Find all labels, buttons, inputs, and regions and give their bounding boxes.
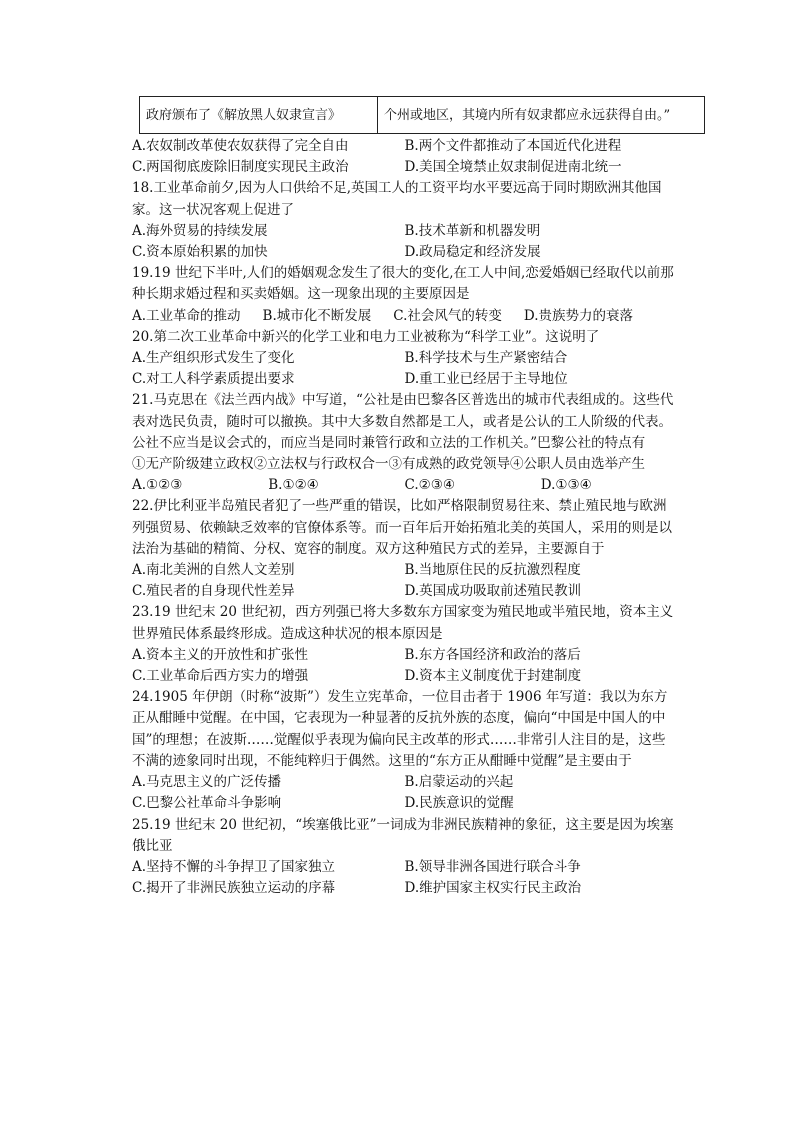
question-22 bbox=[132, 496, 677, 602]
option-d: D.维护国家主权实行民主政治 bbox=[404, 880, 582, 897]
question-17-options bbox=[132, 136, 677, 178]
option-c: C.两国彻底废除旧制度实现民主政治 bbox=[132, 159, 349, 176]
question-stem: 21.马克思在《法兰西内战》中写道，“公社是由巴黎各区普选出的城市代表组成的。这些代表对选民负责，随时可以撤换。其中大多数自然都是工人，或者是公认的工人阶级的代表。公社不应当是议会式的，而应当是同时兼管行政和立法的工作机关。”巴黎公社的特点有 bbox=[132, 392, 674, 451]
option-c: C.对工人科学素质提出要求 bbox=[132, 371, 295, 388]
option-a: A.生产组织形式发生了变化 bbox=[132, 350, 295, 367]
question-stem: 20.第二次工业革命中新兴的化学工业和电力工业被称为“科学工业”。这说明了 bbox=[132, 328, 600, 345]
option-d: D.英国成功吸取前述殖民教训 bbox=[404, 583, 582, 600]
question-25 bbox=[132, 815, 677, 900]
question-20 bbox=[132, 327, 677, 391]
question-23 bbox=[132, 602, 677, 687]
question-18 bbox=[132, 178, 677, 263]
question-24 bbox=[132, 687, 677, 814]
option-b: B.技术革新和机器发明 bbox=[404, 222, 541, 239]
question-items: ①无产阶级建立政权②立法权与行政权合一③有成熟的政党领导④公职人员由选举产生 bbox=[132, 456, 645, 473]
option-a: A.资本主义的开放性和扩张性 bbox=[132, 646, 309, 663]
question-stem: 19.19 世纪下半叶,人们的婚姻观念发生了很大的变化,在工人中间,恋爱婚姻已经取代以前那种长期求婚过程和买卖婚姻。这一现象出现的主要原因是 bbox=[132, 265, 674, 303]
option-c: C.社会风气的转变 bbox=[393, 307, 502, 324]
question-stem: 23.19 世纪末 20 世纪初，西方列强已将大多数东方国家变为殖民地或半殖民地，资本主义世界殖民体系最终形成。造成这种状况的根本原因是 bbox=[132, 604, 674, 642]
option-c: C.资本原始积累的加快 bbox=[132, 244, 268, 261]
quote-table bbox=[139, 96, 705, 134]
option-a: A.马克思主义的广泛传播 bbox=[132, 774, 282, 791]
option-c: C.巴黎公社革命斗争影响 bbox=[132, 795, 282, 812]
option-d: D.政局稳定和经济发展 bbox=[404, 244, 541, 261]
option-d: D.资本主义制度优于封建制度 bbox=[404, 668, 582, 685]
option-a: A.工业革命的推动 bbox=[132, 307, 241, 324]
option-b: B.①②④ bbox=[268, 477, 319, 494]
option-b: B.启蒙运动的兴起 bbox=[404, 774, 514, 791]
option-a: A.南北美洲的自然人文差别 bbox=[132, 562, 295, 579]
option-b: B.当地原住民的反抗激烈程度 bbox=[404, 562, 581, 579]
question-stem: 25.19 世纪末 20 世纪初，“埃塞俄比亚”一词成为非洲民族精神的象征，这主要是因为埃塞俄比亚 bbox=[132, 816, 674, 854]
option-d: D.贵族势力的衰落 bbox=[523, 307, 634, 324]
option-b: B.城市化不断发展 bbox=[262, 307, 372, 324]
table-cell-left: 政府颁布了《解放黑人奴隶宣言》 bbox=[140, 97, 378, 133]
option-a: A.农奴制改革使农奴获得了完全自由 bbox=[132, 138, 349, 154]
option-c: C.殖民者的自身现代性差异 bbox=[132, 583, 295, 600]
option-a: A.海外贸易的持续发展 bbox=[132, 222, 268, 239]
option-d: D.①③④ bbox=[540, 477, 592, 494]
option-d: D.美国全境禁止奴隶制促进南北统一 bbox=[404, 159, 622, 176]
option-b: B.科学技术与生产紧密结合 bbox=[404, 350, 568, 367]
question-list bbox=[132, 136, 677, 899]
option-d: D.重工业已经居于主导地位 bbox=[404, 371, 568, 388]
option-b: B.东方各国经济和政治的落后 bbox=[404, 646, 581, 663]
option-a: A.①②③ bbox=[132, 477, 183, 494]
option-b: B.领导非洲各国进行联合斗争 bbox=[404, 858, 581, 875]
option-c: C.工业革命后西方实力的增强 bbox=[132, 668, 309, 685]
question-19 bbox=[132, 263, 677, 327]
option-b: B.两个文件都推动了本国近代化进程 bbox=[404, 138, 622, 154]
option-c: C.②③④ bbox=[404, 477, 455, 494]
question-stem: 22.伊比利亚半岛殖民者犯了一些严重的错误，比如严格限制贸易往来、禁止殖民地与欧洲列强贸易、依赖缺乏效率的官僚体系等。而一百年后开始拓殖北美的英国人，采用的则是以法治为基础的精简、分权、宽容的制度。双方这种殖民方式的差异，主要源自于 bbox=[132, 498, 672, 557]
option-a: A.坚持不懈的斗争捍卫了国家独立 bbox=[132, 858, 336, 875]
question-stem: 18.工业革命前夕,因为人口供给不足,英国工人的工资平均水平要远高于同时期欧洲其他国家。这一状况客观上促进了 bbox=[132, 180, 662, 218]
option-d: D.民族意识的觉醒 bbox=[404, 795, 514, 812]
question-21 bbox=[132, 390, 677, 496]
question-stem: 24.1905 年伊朗（时称“波斯”）发生立宪革命，一位目击者于 1906 年写道：我以为东方正从酣睡中觉醒。在中国，它表现为一种显著的反抗外族的态度，偏向“中国是中国人的中国”的理想；在波斯……觉醒似乎表现为偏向民主改革的形式……非常引人注目的是，这些不满的迹象同时出现，不能纯粹归于偶然。这里的“东方正从酣睡中觉醒”是主要由于 bbox=[132, 689, 668, 769]
table-cell-right: 个州或地区，其境内所有奴隶都应永远获得自由。” bbox=[384, 108, 671, 123]
option-c: C.揭开了非洲民族独立运动的序幕 bbox=[132, 880, 336, 897]
